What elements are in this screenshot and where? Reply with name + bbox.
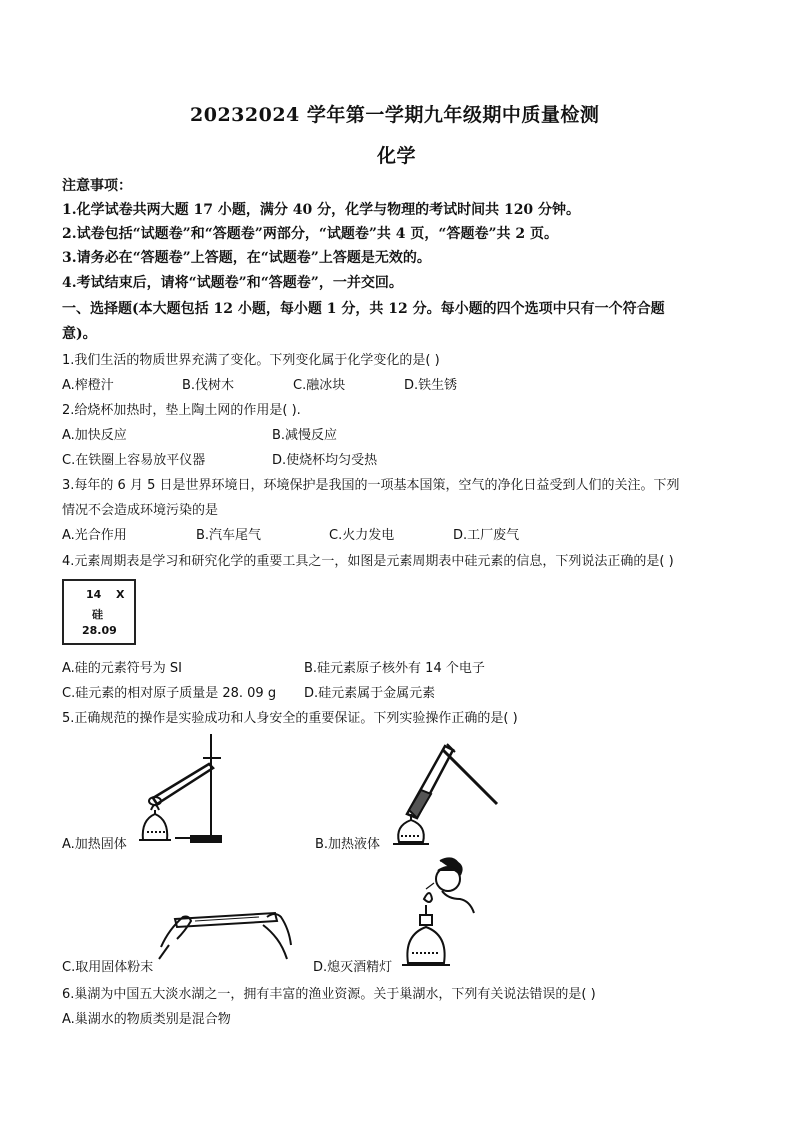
notes-heading: 注意事项： xyxy=(62,178,132,194)
option-b: B.汽车尾气 xyxy=(196,528,262,543)
option-a: A.加热固体 xyxy=(62,837,127,852)
question-stem: 4.元素周期表是学习和研究化学的重要工具之一，如图是元素周期表中硅元素的信息，下列说法正确的是( ) xyxy=(62,554,674,569)
question-stem-cont: 情况不会造成环境污染的是 xyxy=(62,503,219,518)
section-heading-cont: 意)。 xyxy=(62,326,97,342)
option-a: A.加快反应 xyxy=(62,428,127,443)
option-c: C.融冰块 xyxy=(293,378,346,393)
atomic-number: 14 xyxy=(86,588,102,601)
subject-title: 化学 xyxy=(377,145,417,167)
option-c: C.火力发电 xyxy=(329,528,395,543)
option-d: D.熄灭酒精灯 xyxy=(313,960,393,975)
option-c: C.硅元素的相对原子质量是 28. 09 g xyxy=(62,686,277,701)
element-tile xyxy=(62,579,136,645)
option-a: A.硅的元素符号为 SI xyxy=(62,661,183,676)
note-item: 2.试卷包括“试题卷”和“答题卷”两部分，“试题卷”共 4 页，“答题卷”共 2 页。 xyxy=(62,226,559,242)
note-item: 1.化学试卷共两大题 17 小题，满分 40 分，化学与物理的考试时间共 120 分钟。 xyxy=(62,202,581,218)
powder-figure xyxy=(155,905,295,961)
question-stem: 6.巢湖为中国五大淡水湖之一，拥有丰富的渔业资源。关于巢湖水，下列有关说法错误的是( ) xyxy=(62,987,596,1002)
option-b: B.伐树木 xyxy=(182,378,235,393)
option-b: B.硅元素原子核外有 14 个电子 xyxy=(304,661,485,676)
option-a: A.巢湖水的物质类别是混合物 xyxy=(62,1012,231,1027)
option-a: A.榨橙汁 xyxy=(62,378,114,393)
note-item: 3.请务必在“答题卷”上答题，在“试题卷”上答题是无效的。 xyxy=(62,250,431,266)
option-d: D.使烧杯均匀受热 xyxy=(272,453,378,468)
question-stem: 1.我们生活的物质世界充满了变化。下列变化属于化学变化的是( ) xyxy=(62,353,440,368)
heating-solid-figure xyxy=(135,728,225,848)
atomic-mass: 28.09 xyxy=(82,624,117,637)
option-a: A.光合作用 xyxy=(62,528,127,543)
element-name: 硅 xyxy=(92,608,103,621)
option-c: C.在铁圈上容易放平仪器 xyxy=(62,453,206,468)
option-c: C.取用固体粉末 xyxy=(62,960,154,975)
option-b: B.减慢反应 xyxy=(272,428,338,443)
option-d: D.硅元素属于金属元素 xyxy=(304,686,436,701)
option-d: D.工厂废气 xyxy=(453,528,520,543)
question-stem: 5.正确规范的操作是实验成功和人身安全的重要保证。下列实验操作正确的是( ) xyxy=(62,711,518,726)
note-item: 4.考试结束后，请将“试题卷”和“答题卷”，一并交回。 xyxy=(62,275,403,291)
question-stem: 2.给烧杯加热时，垫上陶土网的作用是( ). xyxy=(62,403,301,418)
extinguish-lamp-figure xyxy=(400,855,480,970)
question-stem: 3.每年的 6 月 5 日是世界环境日，环境保护是我国的一项基本国策，空气的净化日益受到人们的关注。下列 xyxy=(62,478,680,493)
element-symbol: X xyxy=(116,588,125,601)
option-d: D.铁生锈 xyxy=(404,378,458,393)
option-b: B.加热液体 xyxy=(315,837,381,852)
heating-liquid-figure xyxy=(393,738,503,848)
section-heading: 一、选择题(本大题包括 12 小题，每小题 1 分，共 12 分。每小题的四个选项中只有一个符合题 xyxy=(62,301,665,317)
exam-title: 20232024 学年第一学期九年级期中质量检测 xyxy=(190,104,600,126)
